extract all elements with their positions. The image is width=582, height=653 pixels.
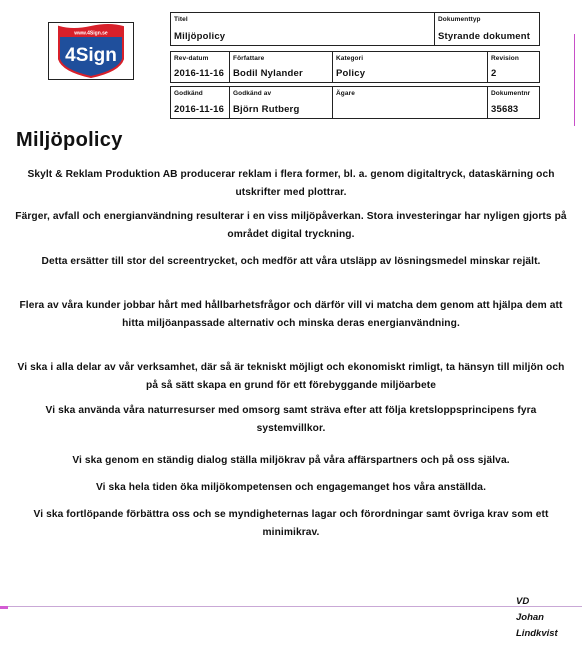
scan-line: [0, 606, 582, 607]
cell-titel: [170, 12, 435, 46]
forfattare-label: Författare: [233, 55, 265, 62]
policy-paragraph: Vi ska i alla delar av vår verksamhet, där så är tekniskt möjligt och ekonomiskt rimligt, ta hänsyn till miljön och på så sätt skapa en grund för ett förebyggande miljöarbete: [17, 362, 565, 391]
logo-url: www.4Sign.se: [74, 30, 108, 37]
signature-last-name: Lindkvist: [516, 628, 558, 639]
agare-label: Ägare: [336, 90, 355, 97]
dokumentnr-label: Dokumentnr: [491, 90, 531, 97]
forfattare-value: Bodil Nylander: [233, 68, 303, 79]
cell-dokumenttyp: [434, 12, 540, 46]
policy-paragraph: Färger, avfall och energianvändning resulterar i en viss miljöpåverkan. Stora investeringar har nyligen gjorts på området digital tryckning.: [15, 211, 567, 240]
logo-shield-icon: [49, 23, 133, 79]
signature-first-name: Johan: [516, 612, 544, 623]
rev-datum-value: 2016-11-16: [174, 68, 225, 79]
policy-paragraph: Vi ska fortlöpande förbättra oss och se myndigheternas lagar och förordningar samt övriga krav som ett minimikrav.: [33, 509, 549, 538]
cell-agare: [332, 86, 488, 119]
cell-kategori: [332, 51, 488, 83]
godkand-av-label: Godkänd av: [233, 90, 272, 97]
cell-godkand: [170, 86, 230, 119]
policy-paragraph: Flera av våra kunder jobbar hårt med hållbarhetsfrågor och därför vill vi matcha dem genom att hjälpa dem att hitta miljöanpassade alternativ och minska deras energianvändning.: [19, 300, 563, 329]
titel-label: Titel: [174, 16, 188, 23]
policy-paragraph: Detta ersätter till stor del screentrycket, och medför att våra utsläpp av lösningsmedel minskar rejält.: [41, 256, 541, 267]
cell-revision: [487, 51, 540, 83]
titel-value: Miljöpolicy: [174, 31, 226, 42]
document-header: [0, 0, 582, 130]
signature-role: VD: [516, 596, 530, 607]
margin-mark: [574, 34, 575, 126]
cell-forfattare: [229, 51, 333, 83]
policy-paragraph: Vi ska använda våra naturresurser med omsorg samt sträva efter att följa kretsloppsprincipens fyra systemvillkor.: [45, 405, 537, 434]
policy-paragraph: Vi ska genom en ständig dialog ställa miljökrav på våra affärspartners och på oss själva.: [72, 455, 510, 466]
logo-text: 4Sign: [65, 45, 117, 66]
kategori-value: Policy: [336, 68, 366, 79]
dokumentnr-value: 35683: [491, 104, 519, 115]
company-logo: [48, 22, 134, 80]
margin-mark: [0, 606, 8, 609]
cell-dokumentnr: [487, 86, 540, 119]
dokumenttyp-value: Styrande dokument: [438, 31, 531, 42]
godkand-label: Godkänd: [174, 90, 203, 97]
godkand-value: 2016-11-16: [174, 104, 225, 115]
revision-value: 2: [491, 68, 497, 79]
cell-godkand-av: [229, 86, 333, 119]
cell-rev-datum: [170, 51, 230, 83]
document-title: Miljöpolicy: [16, 129, 123, 151]
godkand-av-value: Björn Rutberg: [233, 104, 300, 115]
dokumenttyp-label: Dokumenttyp: [438, 16, 481, 23]
rev-datum-label: Rev-datum: [174, 55, 209, 62]
kategori-label: Kategori: [336, 55, 364, 62]
policy-paragraph: Skylt & Reklam Produktion AB producerar reklam i flera former, bl. a. genom digitaltryck, dataskärning och utskrifter med plottrar.: [27, 169, 555, 198]
signature-block: [516, 594, 558, 642]
policy-paragraph: Vi ska hela tiden öka miljökompetensen och engagemanget hos våra anställda.: [95, 482, 487, 493]
revision-label: Revision: [491, 55, 519, 62]
